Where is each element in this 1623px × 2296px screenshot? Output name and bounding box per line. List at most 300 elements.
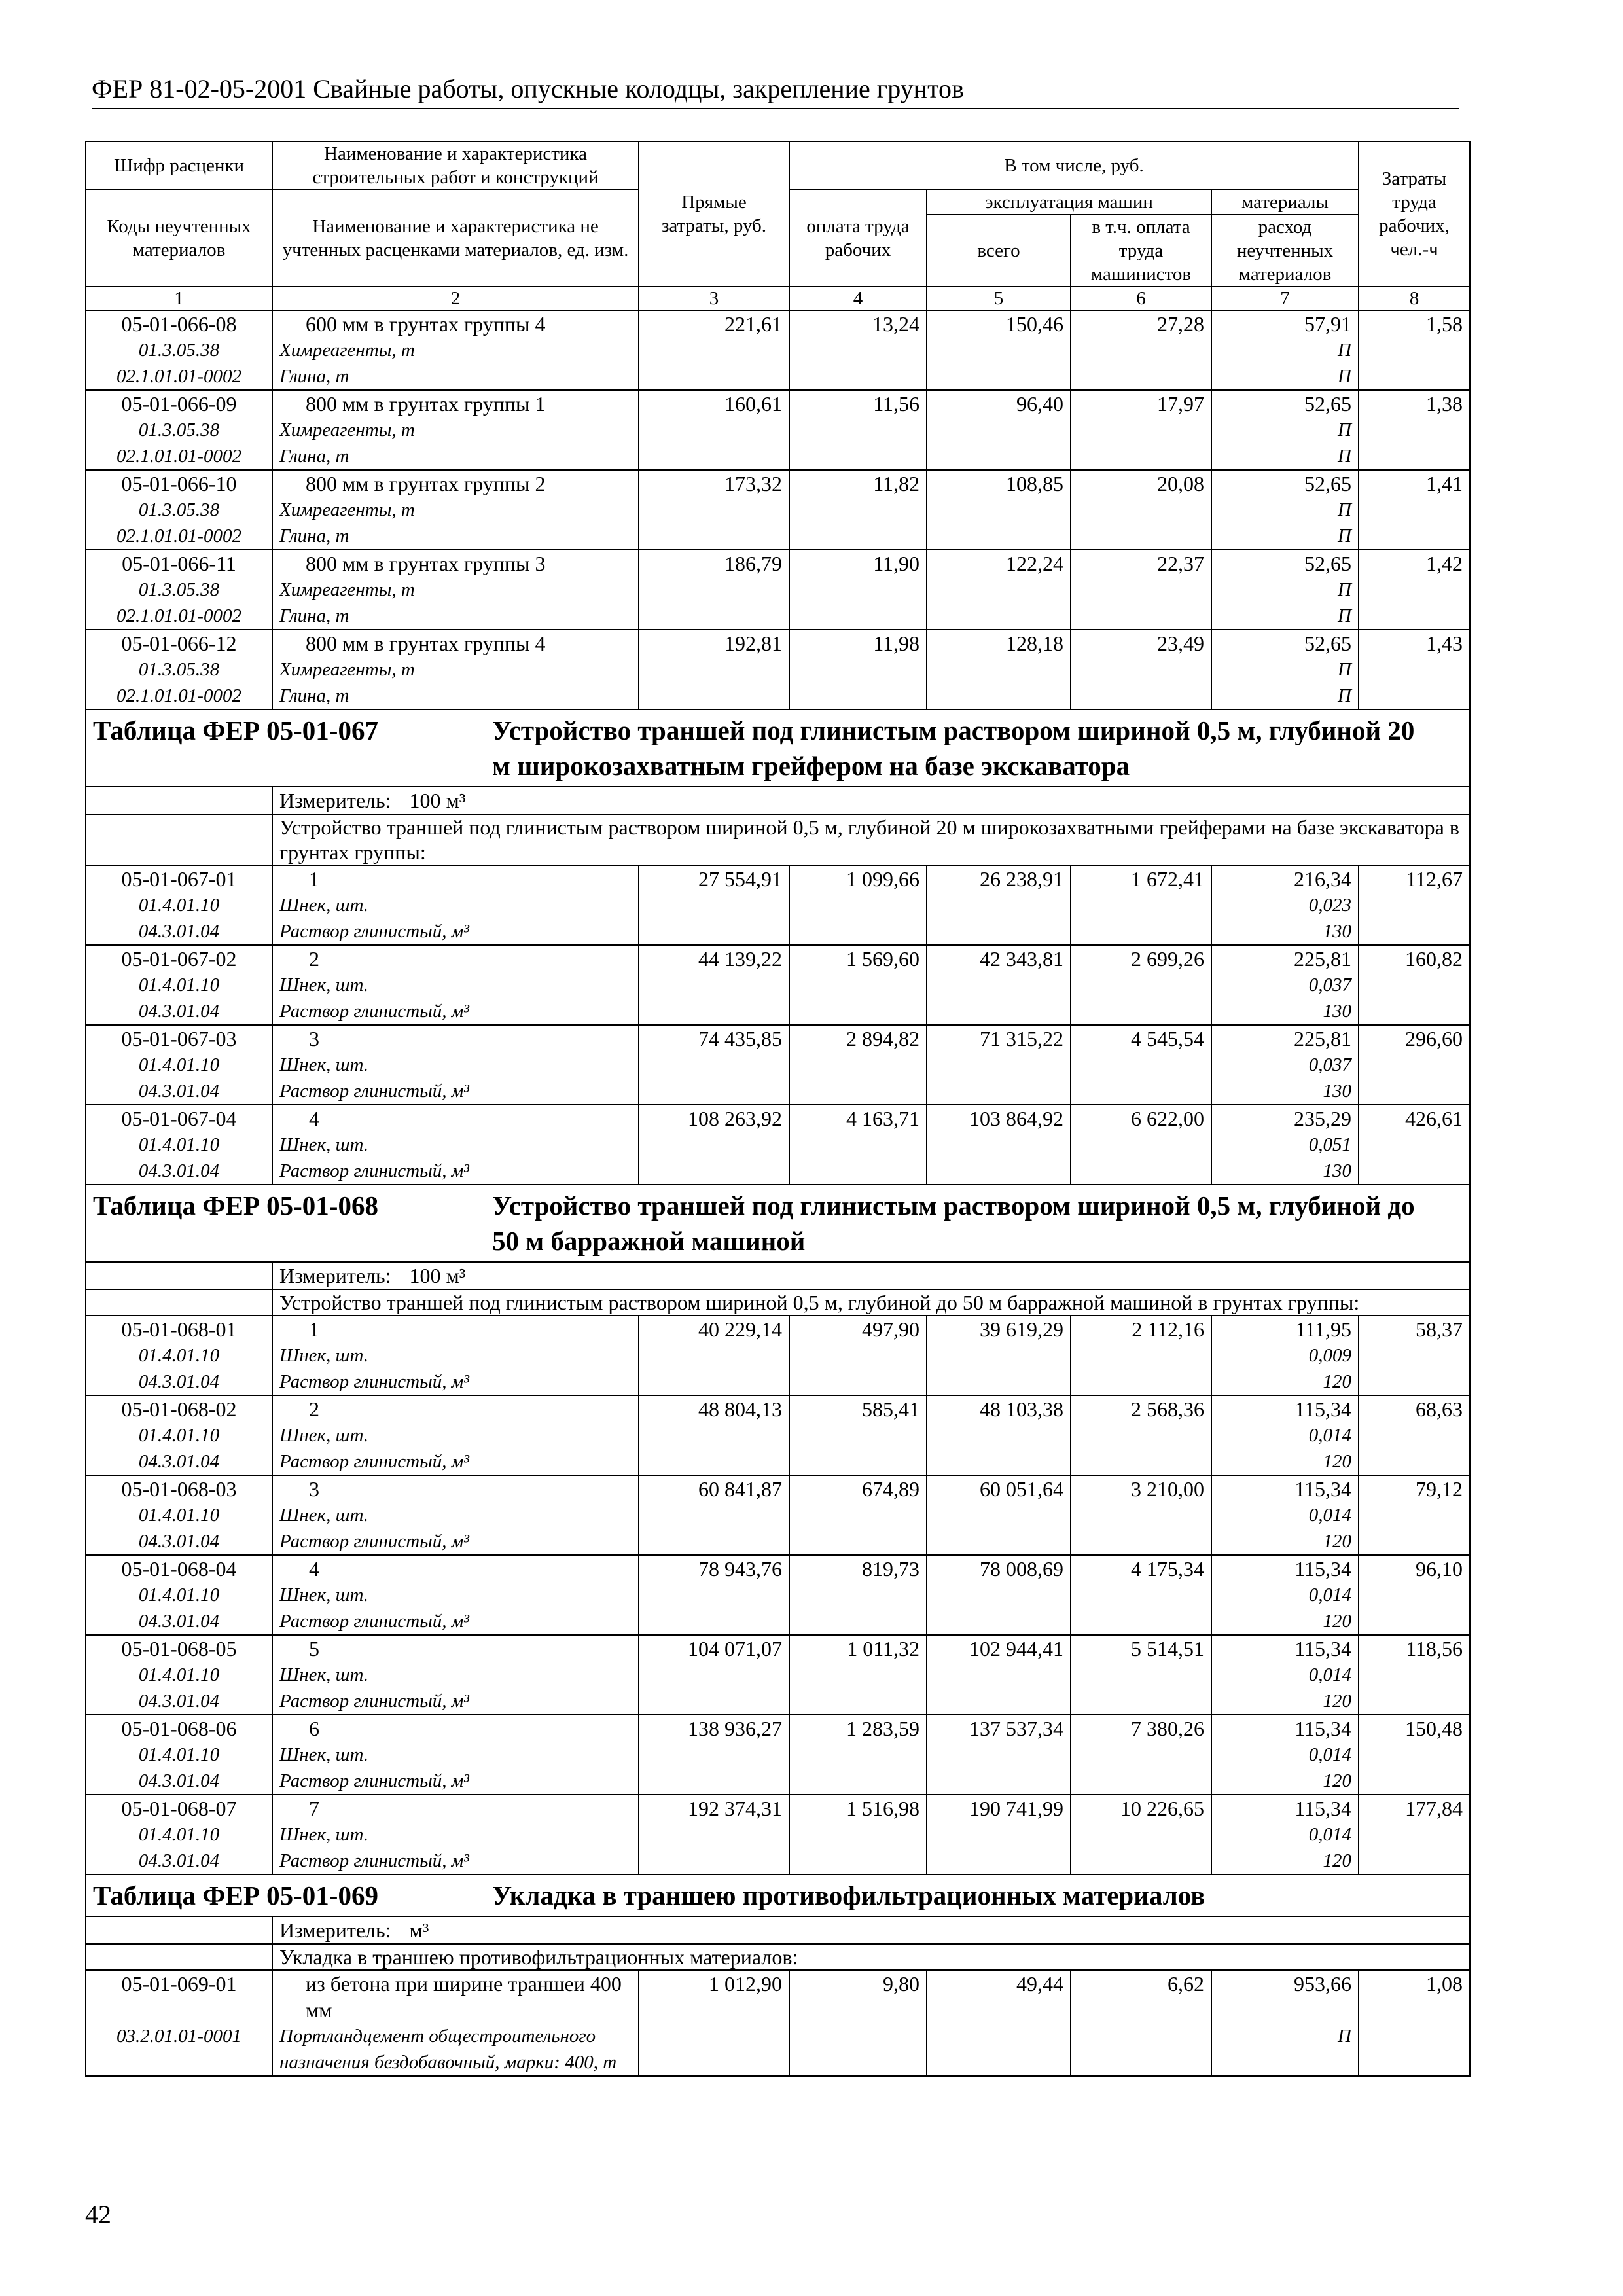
material-name: Глина, т	[272, 603, 639, 630]
empty-cell	[639, 417, 789, 443]
material-name: Шнек, шт.	[272, 972, 639, 998]
rate-name: 4	[272, 1105, 639, 1132]
empty-cell	[86, 787, 272, 814]
col-mach-total-header: всего	[927, 215, 1071, 287]
empty-cell	[1071, 1528, 1211, 1555]
empty-cell	[927, 523, 1071, 550]
empty-cell	[1071, 497, 1211, 523]
table-title: Укладка в траншею противофильтрационных материалов	[492, 1880, 1205, 1910]
empty-cell	[1359, 1502, 1470, 1528]
labor-hours: 150,48	[1359, 1715, 1470, 1742]
machinist-labor-cost: 10 226,65	[1071, 1795, 1211, 1821]
material-name: Раствор глинистый, м³	[272, 1528, 639, 1555]
empty-cell	[789, 523, 927, 550]
col-code-header: Шифр расценки	[86, 141, 272, 190]
empty-cell	[639, 337, 789, 363]
empty-cell	[789, 1821, 927, 1848]
empty-cell	[1071, 1821, 1211, 1848]
empty-cell	[1359, 1369, 1470, 1395]
empty-cell	[927, 443, 1071, 470]
rate-row	[86, 1395, 1470, 1422]
empty-cell	[1071, 1422, 1211, 1448]
empty-cell	[1071, 363, 1211, 390]
rate-row	[86, 470, 1470, 497]
material-row	[86, 1078, 1470, 1105]
material-row	[86, 1662, 1470, 1688]
empty-cell	[639, 523, 789, 550]
machinist-labor-cost: 20,08	[1071, 470, 1211, 497]
empty-cell	[639, 1768, 789, 1795]
table-number: Таблица ФЕР 05-01-067	[93, 715, 378, 745]
rate-name: 800 мм в грунтах группы 4	[272, 630, 639, 656]
col-name-header: Наименование и характеристика строительных работ и конструкций	[272, 141, 639, 190]
rate-row	[86, 1970, 1470, 2023]
labor-hours: 1,43	[1359, 630, 1470, 656]
empty-cell	[1359, 1608, 1470, 1635]
empty-cell	[639, 998, 789, 1025]
labor-cost: 819,73	[789, 1555, 927, 1582]
labor-cost: 13,24	[789, 310, 927, 337]
machine-cost: 48 103,38	[927, 1395, 1071, 1422]
material-consumption: П	[1211, 337, 1359, 363]
empty-cell	[1359, 1528, 1470, 1555]
empty-cell	[1071, 972, 1211, 998]
empty-cell	[1359, 1052, 1470, 1078]
material-code: 01.3.05.38	[86, 577, 272, 603]
rate-row	[86, 630, 1470, 656]
material-code: 01.4.01.10	[86, 1502, 272, 1528]
empty-cell	[639, 1369, 789, 1395]
empty-cell	[927, 337, 1071, 363]
machinist-labor-cost: 4 545,54	[1071, 1025, 1211, 1052]
rate-name: 1	[272, 865, 639, 892]
material-code: 02.1.01.01-0002	[86, 603, 272, 630]
empty-cell	[1071, 1848, 1211, 1874]
material-consumption: 120	[1211, 1688, 1359, 1715]
empty-cell	[639, 577, 789, 603]
empty-cell	[789, 1158, 927, 1185]
empty-cell	[1071, 892, 1211, 918]
machine-cost: 190 741,99	[927, 1795, 1071, 1821]
empty-cell	[1071, 443, 1211, 470]
table-title: Устройство траншей под глинистым раствором шириной 0,5 м, глубиной 20 м широкозахватным грейфером на базе экскаватора	[492, 715, 1415, 781]
material-row	[86, 1742, 1470, 1768]
empty-cell	[639, 1448, 789, 1475]
rate-code: 05-01-066-11	[86, 550, 272, 577]
material-consumption: 0,014	[1211, 1821, 1359, 1848]
empty-cell	[639, 656, 789, 683]
material-consumption: П	[1211, 443, 1359, 470]
col-mach-labor-header: в т.ч. оплата труда машинистов	[1071, 215, 1211, 287]
empty-cell	[1071, 1688, 1211, 1715]
machinist-labor-cost: 4 175,34	[1071, 1555, 1211, 1582]
empty-cell	[639, 2023, 789, 2076]
material-code: 01.4.01.10	[86, 1422, 272, 1448]
empty-cell	[639, 1821, 789, 1848]
empty-cell	[1071, 417, 1211, 443]
material-row	[86, 1768, 1470, 1795]
empty-cell	[1359, 1078, 1470, 1105]
empty-cell	[639, 683, 789, 709]
empty-cell	[1359, 603, 1470, 630]
machine-cost: 39 619,29	[927, 1316, 1071, 1342]
rate-row	[86, 550, 1470, 577]
rate-code: 05-01-068-05	[86, 1635, 272, 1662]
col-hours-header: Затраты труда рабочих, чел.-ч	[1359, 141, 1470, 287]
material-consumption: 130	[1211, 1158, 1359, 1185]
material-consumption: 120	[1211, 1608, 1359, 1635]
material-consumption: 130	[1211, 1078, 1359, 1105]
empty-cell	[927, 417, 1071, 443]
empty-cell	[927, 1078, 1071, 1105]
labor-hours: 160,82	[1359, 945, 1470, 972]
material-cost: 115,34	[1211, 1395, 1359, 1422]
empty-cell	[639, 918, 789, 945]
direct-cost: 192 374,31	[639, 1795, 789, 1821]
material-row	[86, 1502, 1470, 1528]
material-name: Глина, т	[272, 683, 639, 709]
empty-cell	[927, 972, 1071, 998]
labor-hours: 112,67	[1359, 865, 1470, 892]
material-consumption: 120	[1211, 1768, 1359, 1795]
empty-cell	[789, 1502, 927, 1528]
rate-code: 05-01-067-01	[86, 865, 272, 892]
material-name: Раствор глинистый, м³	[272, 1608, 639, 1635]
rate-code: 05-01-069-01	[86, 1970, 272, 2023]
page-header: ФЕР 81-02-05-2001 Свайные работы, опускные колодцы, закрепление грунтов	[92, 73, 1459, 109]
material-consumption: 130	[1211, 918, 1359, 945]
empty-cell	[639, 1158, 789, 1185]
rate-row	[86, 1795, 1470, 1821]
direct-cost: 192,81	[639, 630, 789, 656]
material-row	[86, 1158, 1470, 1185]
direct-cost: 74 435,85	[639, 1025, 789, 1052]
material-name: Раствор глинистый, м³	[272, 1688, 639, 1715]
empty-cell	[1359, 1158, 1470, 1185]
material-cost: 115,34	[1211, 1555, 1359, 1582]
rate-code: 05-01-066-08	[86, 310, 272, 337]
material-code: 01.4.01.10	[86, 1821, 272, 1848]
machine-cost: 49,44	[927, 1970, 1071, 2023]
empty-cell	[1071, 1078, 1211, 1105]
empty-cell	[1359, 683, 1470, 709]
material-consumption: 0,014	[1211, 1422, 1359, 1448]
empty-cell	[1359, 1688, 1470, 1715]
labor-cost: 4 163,71	[789, 1105, 927, 1132]
empty-cell	[639, 1582, 789, 1608]
material-row	[86, 417, 1470, 443]
col-mat-header: расход неучтенных материалов	[1211, 215, 1359, 287]
empty-cell	[86, 814, 272, 865]
empty-cell	[789, 443, 927, 470]
labor-hours: 1,08	[1359, 1970, 1470, 2023]
col-labor-header: оплата труда рабочих	[789, 190, 927, 287]
empty-cell	[1071, 998, 1211, 1025]
empty-cell	[1071, 1448, 1211, 1475]
empty-cell	[789, 972, 927, 998]
rate-row	[86, 1715, 1470, 1742]
material-name: Глина, т	[272, 523, 639, 550]
empty-cell	[789, 1422, 927, 1448]
measure-label: Измеритель:	[279, 789, 391, 812]
empty-cell	[639, 1502, 789, 1528]
empty-cell	[1071, 2023, 1211, 2076]
rate-row	[86, 1316, 1470, 1342]
empty-cell	[927, 1502, 1071, 1528]
material-row	[86, 683, 1470, 709]
direct-cost: 27 554,91	[639, 865, 789, 892]
machine-cost: 108,85	[927, 470, 1071, 497]
material-consumption: П	[1211, 497, 1359, 523]
empty-cell	[927, 1132, 1071, 1158]
empty-cell	[1071, 1158, 1211, 1185]
measure-label: Измеритель:	[279, 1918, 391, 1942]
empty-cell	[927, 1052, 1071, 1078]
empty-cell	[927, 1768, 1071, 1795]
material-consumption: П	[1211, 523, 1359, 550]
material-code: 04.3.01.04	[86, 1369, 272, 1395]
labor-cost: 1 011,32	[789, 1635, 927, 1662]
machinist-labor-cost: 22,37	[1071, 550, 1211, 577]
empty-cell	[789, 998, 927, 1025]
machine-cost: 26 238,91	[927, 865, 1071, 892]
machinist-labor-cost: 3 210,00	[1071, 1475, 1211, 1502]
material-code: 01.4.01.10	[86, 972, 272, 998]
material-name: Глина, т	[272, 443, 639, 470]
material-consumption: 120	[1211, 1528, 1359, 1555]
empty-cell	[1071, 1502, 1211, 1528]
material-code: 04.3.01.04	[86, 1688, 272, 1715]
empty-cell	[1071, 1342, 1211, 1369]
empty-cell	[1359, 1422, 1470, 1448]
empty-cell	[639, 1528, 789, 1555]
material-row	[86, 523, 1470, 550]
machine-cost: 96,40	[927, 390, 1071, 417]
col-num: 6	[1071, 287, 1211, 310]
material-name: Раствор глинистый, м³	[272, 1158, 639, 1185]
machinist-labor-cost: 6 622,00	[1071, 1105, 1211, 1132]
table-title-cell	[86, 1874, 1470, 1916]
material-consumption: 0,009	[1211, 1342, 1359, 1369]
col-num: 3	[639, 287, 789, 310]
direct-cost: 173,32	[639, 470, 789, 497]
machinist-labor-cost: 27,28	[1071, 310, 1211, 337]
material-name: Химреагенты, т	[272, 656, 639, 683]
empty-cell	[1071, 1132, 1211, 1158]
empty-cell	[1359, 1342, 1470, 1369]
machinist-labor-cost: 5 514,51	[1071, 1635, 1211, 1662]
rates-table	[85, 141, 1471, 2077]
labor-hours: 426,61	[1359, 1105, 1470, 1132]
material-consumption: 120	[1211, 1448, 1359, 1475]
rate-name: 4	[272, 1555, 639, 1582]
material-consumption: П	[1211, 2023, 1359, 2076]
empty-cell	[927, 656, 1071, 683]
machine-cost: 42 343,81	[927, 945, 1071, 972]
rate-row	[86, 1475, 1470, 1502]
empty-cell	[927, 603, 1071, 630]
material-code: 02.1.01.01-0002	[86, 363, 272, 390]
empty-cell	[1359, 1132, 1470, 1158]
material-name: Шнек, шт.	[272, 1502, 639, 1528]
material-row	[86, 2023, 1470, 2076]
material-row	[86, 998, 1470, 1025]
table-subheading: Устройство траншей под глинистым раствором шириной 0,5 м, глубиной до 50 м барражной машиной в грунтах группы:	[272, 1289, 1470, 1316]
empty-cell	[1359, 1768, 1470, 1795]
material-cost: 115,34	[1211, 1475, 1359, 1502]
material-name: Шнек, шт.	[272, 1742, 639, 1768]
material-consumption: П	[1211, 363, 1359, 390]
empty-cell	[1359, 1848, 1470, 1874]
labor-hours: 1,41	[1359, 470, 1470, 497]
empty-cell	[1359, 497, 1470, 523]
empty-cell	[789, 1369, 927, 1395]
labor-cost: 1 569,60	[789, 945, 927, 972]
labor-hours: 68,63	[1359, 1395, 1470, 1422]
empty-cell	[927, 2023, 1071, 2076]
machinist-labor-cost: 1 672,41	[1071, 865, 1211, 892]
material-row	[86, 972, 1470, 998]
col-num: 5	[927, 287, 1071, 310]
machinist-labor-cost: 7 380,26	[1071, 1715, 1211, 1742]
empty-cell	[1071, 1768, 1211, 1795]
empty-cell	[1359, 998, 1470, 1025]
labor-hours: 1,58	[1359, 310, 1470, 337]
material-row	[86, 1448, 1470, 1475]
material-name: Химреагенты, т	[272, 497, 639, 523]
machinist-labor-cost: 23,49	[1071, 630, 1211, 656]
rate-row	[86, 1025, 1470, 1052]
empty-cell	[789, 918, 927, 945]
empty-cell	[1359, 523, 1470, 550]
col-mach-group-header: эксплуатация машин	[927, 190, 1211, 215]
empty-cell	[927, 497, 1071, 523]
empty-cell	[789, 1688, 927, 1715]
empty-cell	[927, 1422, 1071, 1448]
empty-cell	[1071, 683, 1211, 709]
material-consumption: П	[1211, 603, 1359, 630]
empty-cell	[789, 1052, 927, 1078]
measure-label: Измеритель:	[279, 1264, 391, 1287]
machine-cost: 150,46	[927, 310, 1071, 337]
material-code: 01.3.05.38	[86, 417, 272, 443]
material-cost: 52,65	[1211, 470, 1359, 497]
rate-name: 3	[272, 1025, 639, 1052]
material-code: 02.1.01.01-0002	[86, 523, 272, 550]
material-row	[86, 1608, 1470, 1635]
machine-cost: 122,24	[927, 550, 1071, 577]
material-name: Раствор глинистый, м³	[272, 1768, 639, 1795]
empty-cell	[86, 1916, 272, 1944]
material-consumption: 0,014	[1211, 1502, 1359, 1528]
labor-hours: 177,84	[1359, 1795, 1470, 1821]
table-subheading: Устройство траншей под глинистым раствором шириной 0,5 м, глубиной 20 м широкозахватными грейферами на базе экскаватора в грунтах группы:	[272, 814, 1470, 865]
labor-cost: 11,90	[789, 550, 927, 577]
empty-cell	[927, 577, 1071, 603]
empty-cell	[1359, 2023, 1470, 2076]
rate-name: 800 мм в грунтах группы 1	[272, 390, 639, 417]
material-code: 04.3.01.04	[86, 1158, 272, 1185]
material-consumption: 130	[1211, 998, 1359, 1025]
rate-code: 05-01-068-06	[86, 1715, 272, 1742]
empty-cell	[1359, 417, 1470, 443]
material-cost: 115,34	[1211, 1635, 1359, 1662]
material-consumption: 0,051	[1211, 1132, 1359, 1158]
empty-cell	[789, 417, 927, 443]
machinist-labor-cost: 6,62	[1071, 1970, 1211, 2023]
empty-cell	[1071, 1052, 1211, 1078]
empty-cell	[789, 683, 927, 709]
material-row	[86, 656, 1470, 683]
machine-cost: 102 944,41	[927, 1635, 1071, 1662]
direct-cost: 186,79	[639, 550, 789, 577]
col-mat-group-header: материалы	[1211, 190, 1359, 215]
material-row	[86, 1052, 1470, 1078]
rate-name: 2	[272, 1395, 639, 1422]
material-row	[86, 443, 1470, 470]
material-row	[86, 363, 1470, 390]
machine-cost: 103 864,92	[927, 1105, 1071, 1132]
material-cost: 235,29	[1211, 1105, 1359, 1132]
rate-name: 1	[272, 1316, 639, 1342]
material-cost: 52,65	[1211, 630, 1359, 656]
material-code: 04.3.01.04	[86, 1078, 272, 1105]
empty-cell	[789, 577, 927, 603]
empty-cell	[927, 1528, 1071, 1555]
material-code: 01.4.01.10	[86, 1132, 272, 1158]
material-consumption: 120	[1211, 1848, 1359, 1874]
material-code: 01.4.01.10	[86, 1342, 272, 1369]
material-name: Шнек, шт.	[272, 1821, 639, 1848]
empty-cell	[639, 1132, 789, 1158]
empty-cell	[789, 1742, 927, 1768]
material-name: Шнек, шт.	[272, 1582, 639, 1608]
labor-cost: 674,89	[789, 1475, 927, 1502]
material-code: 01.4.01.10	[86, 1582, 272, 1608]
empty-cell	[927, 998, 1071, 1025]
table-number: Таблица ФЕР 05-01-069	[93, 1880, 378, 1910]
rate-code: 05-01-066-10	[86, 470, 272, 497]
empty-cell	[927, 1158, 1071, 1185]
empty-cell	[789, 656, 927, 683]
material-name: Раствор глинистый, м³	[272, 1448, 639, 1475]
material-name: Шнек, шт.	[272, 1052, 639, 1078]
empty-cell	[1071, 918, 1211, 945]
empty-cell	[1359, 1742, 1470, 1768]
material-code: 04.3.01.04	[86, 1528, 272, 1555]
labor-cost: 1 283,59	[789, 1715, 927, 1742]
material-row	[86, 603, 1470, 630]
rate-code: 05-01-068-03	[86, 1475, 272, 1502]
material-cost: 115,34	[1211, 1715, 1359, 1742]
rate-row	[86, 1635, 1470, 1662]
material-consumption: 0,037	[1211, 1052, 1359, 1078]
rate-name: 5	[272, 1635, 639, 1662]
material-name: Шнек, шт.	[272, 892, 639, 918]
empty-cell	[1359, 363, 1470, 390]
material-consumption: 0,014	[1211, 1662, 1359, 1688]
material-code: 01.4.01.10	[86, 1742, 272, 1768]
material-consumption: П	[1211, 683, 1359, 709]
material-row	[86, 1848, 1470, 1874]
material-name: Шнек, шт.	[272, 1662, 639, 1688]
empty-cell	[639, 972, 789, 998]
direct-cost: 221,61	[639, 310, 789, 337]
empty-cell	[639, 1848, 789, 1874]
empty-cell	[789, 1582, 927, 1608]
rate-code: 05-01-067-04	[86, 1105, 272, 1132]
empty-cell	[789, 1132, 927, 1158]
